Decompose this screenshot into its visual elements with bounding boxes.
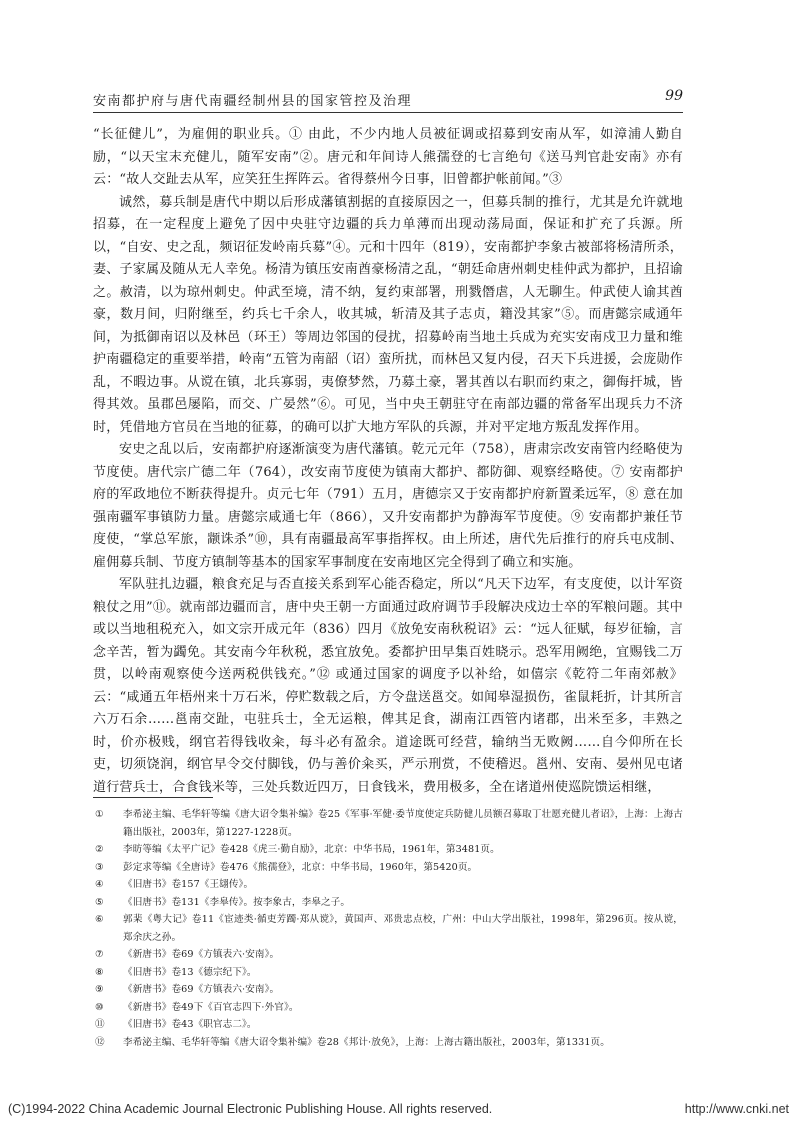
footnote-marker: ④ xyxy=(95,879,104,890)
footnote-text: 李希泌主编、毛华轩等编《唐大诏令集补编》卷28《邦计·放免》，上海：上海古籍出版社，2003年，第1331页。 xyxy=(123,1036,610,1048)
footnote-marker: ② xyxy=(95,844,104,855)
footnote-marker: ① xyxy=(95,809,104,820)
paragraph-2: 诚然，募兵制是唐代中期以后形成藩镇割据的直接原因之一，但募兵制的推行，尤其是允许就地招募，在一定程度上避免了因中央驻守边疆的兵力单薄而出现动荡局面，保证和扩充了兵源。所以，“自安、史之乱，频诏征发岭南兵募”④。元和十四年（819），安南都护李象古被部将杨清所杀，妻、子家属及随从无人幸免。杨清为镇压安南酋豪杨清之乱，“朝廷命唐州刺史桂仲武为都护，且招谕之。赦清，以为琼州刺史。仲武至境，清不纳，复约束部署，刑戮僭虐，人无聊生。仲武使人谕其酋豪，数月间，归附继至，约兵七千余人，收其城，斩清及其子志贞，籍没其家”⑤。而唐懿宗咸通年间，为抵御南诏以及林邑（环王）等周边邻国的侵扰，招募岭南当地土兵成为充实安南戍卫力量和维护南疆稳定的重要举措，岭南“五管为南韶（诏）蛮所扰，而林邑又复内侵，召天下兵进援，会庞勋作乱，不暇边事。从谠在镇，北兵寡弱，夷僚梦然，乃募土豪，署其酋以右职而约束之，御侮扞城，皆得其效。虽郡邑屡陷，而交、广晏然”⑥。可见，当中央王朝驻守在南部边疆的常备军出现兵力不济时，凭借地方官员在当地的征募，的确可以扩大地方军队的兵源，并对平定地方叛乱发挥作用。 xyxy=(93,194,683,435)
footnote-divider xyxy=(93,797,213,798)
footnote-marker: ⑫ xyxy=(95,1036,105,1048)
footnote-text: 彭定求等编《全唐诗》卷476《熊孺登》，北京：中华书局，1960年，第5420页。 xyxy=(123,861,478,873)
footnote-8 xyxy=(93,964,683,982)
footnote-marker: ⑪ xyxy=(95,1019,105,1030)
footnote-marker: ⑦ xyxy=(95,949,104,960)
footnote-marker: ⑩ xyxy=(95,1001,104,1013)
footnote-text: 郭棐《粤大记》卷11《宦迹类·循吏芳躅·郑从谠》，黄国声、邓贵忠点校，广州：中山大学出版社，1998年，第296页。按从谠，郑余庆之孙。 xyxy=(123,914,683,943)
footnote-4 xyxy=(93,876,683,894)
footnote-9 xyxy=(93,981,683,999)
footnote-text: 《旧唐书》卷13《德宗纪下》。 xyxy=(123,966,257,978)
footnote-7 xyxy=(93,946,683,964)
copyright-footer xyxy=(8,1102,793,1116)
footnote-text: 李希泌主编、毛华轩等编《唐大诏令集补编》卷25《军事·军健·委节度使定兵防健儿员额召募取丁壮愿充健儿者诏》，上海：上海古籍出版社，2003年，第1227-1228页。 xyxy=(123,809,683,838)
paragraph-1: “长征健儿”，为雇佣的职业兵。① 由此，不少内地人员被征调或招募到安南从军，如漳浦人勤自励，“以天宝末充健儿，随军安南”②。唐元和年间诗人熊孺登的七言绝句《送马判官赴安南》亦有云：“故人交趾去从军，应笑狂生挥阵云。省得蔡州今日事，旧曾都护帐前闻。”③ xyxy=(93,127,683,187)
footnote-marker: ⑤ xyxy=(95,896,104,908)
footnote-10 xyxy=(93,999,683,1017)
page-number: 99 xyxy=(665,88,683,104)
footnote-6 xyxy=(93,911,683,946)
footnote-1 xyxy=(93,806,683,841)
footnote-5 xyxy=(93,894,683,912)
footnote-12 xyxy=(93,1034,683,1052)
running-header xyxy=(93,88,683,113)
body-text xyxy=(93,124,683,799)
footnote-text: 《新唐书》卷49下《百官志四下·外官》。 xyxy=(123,1001,299,1013)
footnote-text: 《新唐书》卷69《方镇表六·安南》。 xyxy=(123,949,280,960)
footnote-text: 《旧唐书》卷43《职官志二》。 xyxy=(123,1019,257,1030)
footnote-3 xyxy=(93,859,683,877)
footnote-2 xyxy=(93,841,683,859)
footnote-text: 《旧唐书》卷157《王翃传》。 xyxy=(123,879,254,890)
paragraph-4: 军队驻扎边疆，粮食充足与否直接关系到军心能否稳定，所以“凡天下边军，有支度使，以计军资粮仗之用”⑪。就南部边疆而言，唐中央王朝一方面通过政府调节手段解决戍边士卒的军粮问题。其中或以当地租税充入，如文宗开成元年（836）四月《放免安南秋税诏》云：“远人征赋，每岁征输，言念辛苦，暂为蠲免。其安南今年秋税，悉宜放免。委都护田早集百姓晓示。恐军用阙绝，宜赐钱二万贯，以岭南观察使今送两税供钱充。”⑫ 或通过国家的调度予以补给，如僖宗《乾符二年南郊赦》云：“咸通五年梧州来十万石米，停贮数载之后，方令盘送邕交。如闻皋湿损伤，雀鼠耗折，计其所言六万石余……邕南交趾，屯驻兵士，全无运粮，俾其足食，湖南江西管内诸郡，出米至多，丰熟之时，价亦极贱，纲官若得钱收籴，每斗必有盈余。道途既可经营，输纳当无败阙……自今仰所在长吏，切须饶润，纲官早令交付脚钱，仍与善价籴买，严示刑赏，不使稽迟。邕州、安南、晏州见屯诸道行营兵士，合食钱米等，三处兵数近四万，日食钱米，费用极多，全在诸道州使巡院馈运相继， xyxy=(93,577,683,795)
running-title: 安南都护府与唐代南疆经制州县的国家管控及治理 xyxy=(93,94,413,109)
cnki-url: http://www.cnki.net xyxy=(684,1102,789,1116)
footnote-marker: ⑨ xyxy=(95,984,104,995)
paragraph-3: 安史之乱以后，安南都护府逐渐演变为唐代藩镇。乾元元年（758），唐肃宗改安南管内经略使为节度使。唐代宗广德二年（764），改安南节度使为镇南大都护、都防御、观察经略使。⑦ 安南都护府的军政地位不断获得提升。贞元七年（791）五月，唐德宗又于安南都护府新置柔远军，⑧ 意在加强南疆军事镇防力量。唐懿宗咸通七年（866），又升安南都护为静海军节度使。⑨ 安南都护兼任节度使，“掌总军旅，颛诛杀”⑩，具有南疆最高军事指挥权。由上所述，唐代先后推行的府兵屯戍制、雇佣募兵制、节度方镇制等基本的国家军事制度在安南地区完全得到了确立和实施。 xyxy=(93,442,683,570)
footnote-text: 李昉等编《太平广记》卷428《虎三·勤自励》，北京：中华书局，1961年，第3481页。 xyxy=(123,844,500,855)
footnote-text: 《旧唐书》卷131《李皋传》。按李象古，李皋之子。 xyxy=(123,896,351,908)
footnote-marker: ③ xyxy=(95,861,104,873)
footnote-11 xyxy=(93,1016,683,1034)
footnote-marker: ⑧ xyxy=(95,966,104,978)
copyright-notice: (C)1994-2022 China Academic Journal Electronic Publishing House. All rights reserved. xyxy=(8,1102,493,1116)
footnote-text: 《新唐书》卷69《方镇表六·安南》。 xyxy=(123,984,280,995)
footnote-marker: ⑥ xyxy=(95,914,104,925)
footnotes xyxy=(93,806,683,1051)
